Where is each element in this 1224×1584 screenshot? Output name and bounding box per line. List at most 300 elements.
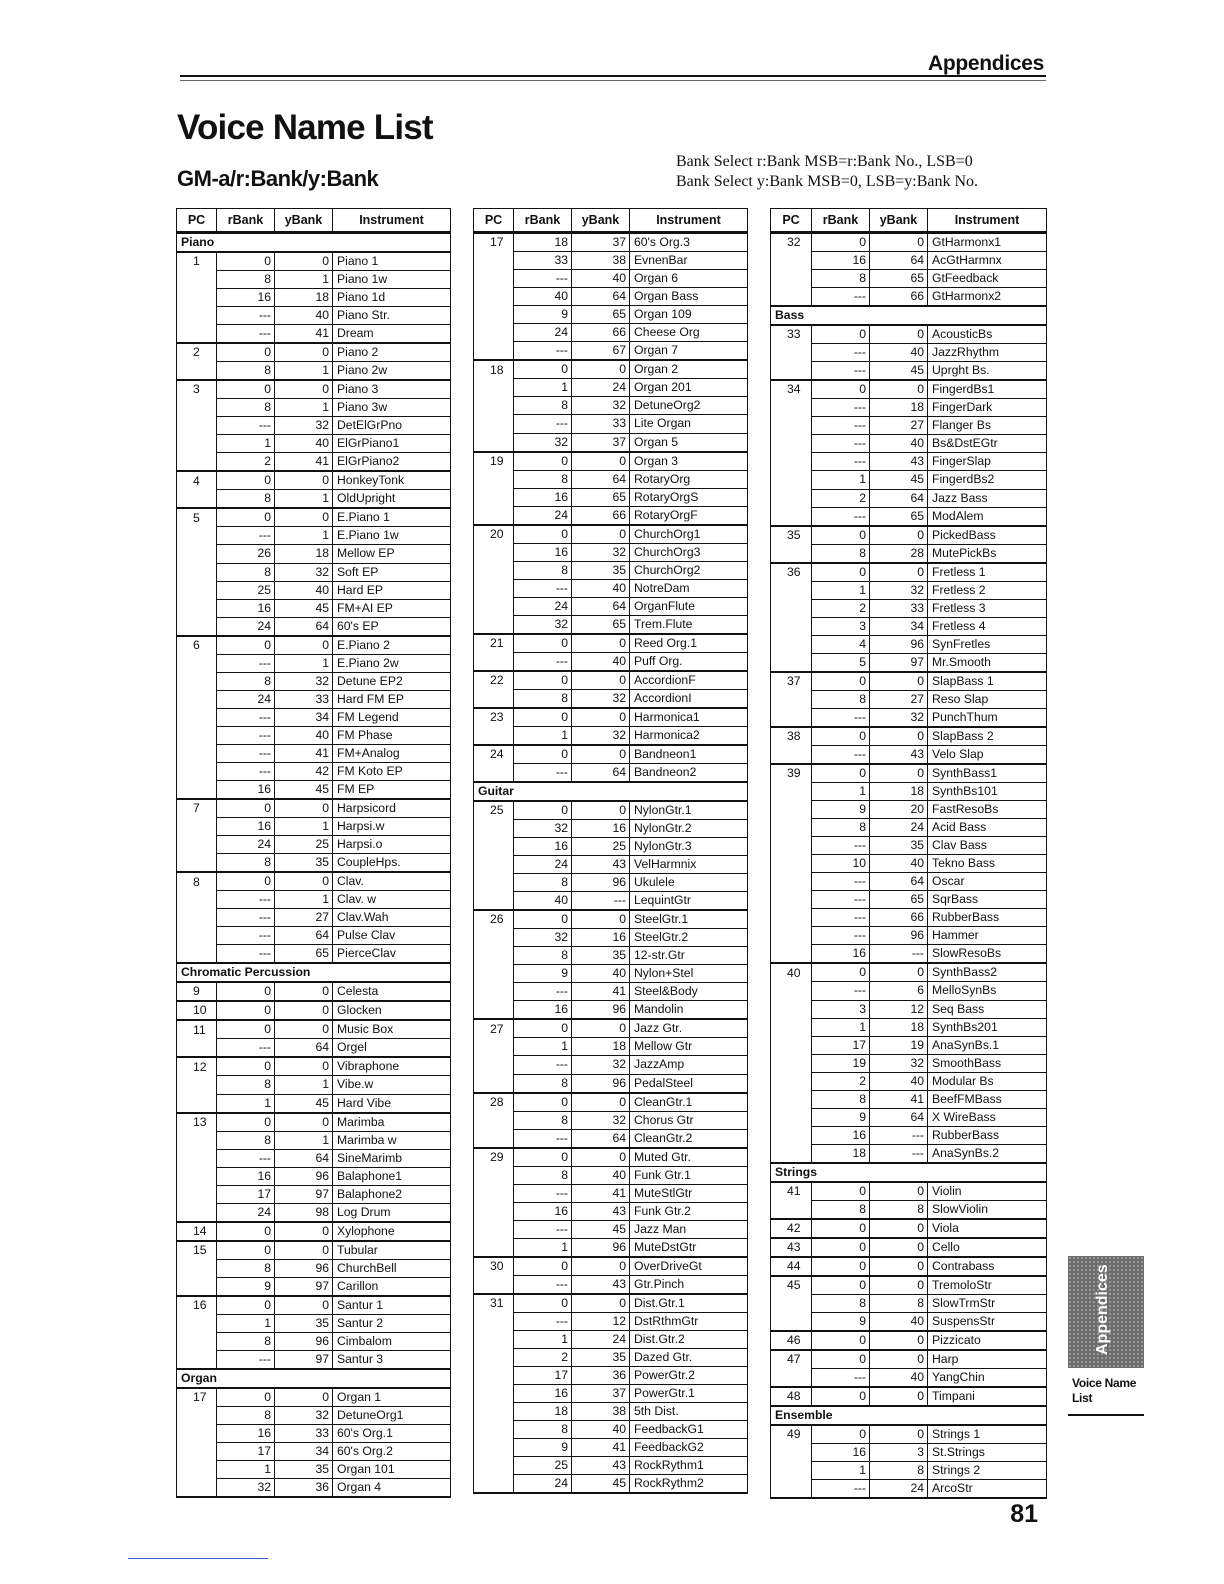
ybank-value: 40 <box>870 855 928 873</box>
rbank-value: 17 <box>514 1367 572 1385</box>
pc-number: 10 <box>177 1001 217 1020</box>
ybank-value: 27 <box>870 690 928 708</box>
ybank-value: 41 <box>572 983 630 1001</box>
instrument-name: Chorus Gtr <box>630 1111 748 1129</box>
rbank-value: --- <box>812 873 870 891</box>
instrument-name: Vibe.w <box>333 1076 451 1094</box>
ybank-value: --- <box>870 945 928 964</box>
rbank-value: --- <box>514 652 572 671</box>
pc-number <box>474 1166 514 1184</box>
instrument-name: Violin <box>928 1182 1047 1201</box>
pc-number <box>474 288 514 306</box>
pc-number <box>177 1094 217 1113</box>
pc-number <box>177 1259 217 1277</box>
pc-number <box>177 927 217 945</box>
pc-number: 33 <box>787 327 801 342</box>
voice-row <box>474 1421 748 1439</box>
pc-number <box>474 342 514 361</box>
instrument-name: MuteDstGtr <box>630 1238 748 1257</box>
instrument-name: ArcoStr <box>928 1480 1047 1499</box>
rbank-value: 0 <box>812 1238 870 1257</box>
ybank-value: 40 <box>870 435 928 453</box>
rbank-value: 8 <box>217 362 275 381</box>
pc-number <box>474 689 514 708</box>
rbank-value: 0 <box>514 1294 572 1313</box>
ybank-value: 40 <box>275 726 333 744</box>
pc-number <box>474 597 514 615</box>
rbank-value: 8 <box>217 399 275 417</box>
rbank-value: 0 <box>812 1219 870 1238</box>
voice-row <box>771 708 1047 727</box>
instrument-name: SynthBs101 <box>928 782 1047 800</box>
instrument-name: E.Piano 1w <box>333 527 451 545</box>
pc-number: 4 <box>193 473 200 488</box>
ybank-value: 24 <box>870 819 928 837</box>
ybank-value: 0 <box>870 1331 928 1350</box>
instrument-column-header: Instrument <box>333 209 451 233</box>
ybank-value: 64 <box>572 288 630 306</box>
rbank-value: 24 <box>217 690 275 708</box>
rbank-value: --- <box>217 909 275 927</box>
voice-row <box>177 799 451 818</box>
instrument-name: RotaryOrgF <box>630 506 748 525</box>
instrument-name: AcousticBs <box>928 325 1047 344</box>
rbank-value: 0 <box>812 963 870 982</box>
bank-select-line-2: Bank Select y:Bank MSB=0, LSB=y:Bank No. <box>676 173 979 190</box>
group-header-row <box>771 1163 1047 1182</box>
pc-number <box>474 1367 514 1385</box>
voice-row <box>771 764 1047 783</box>
rbank-value: --- <box>514 763 572 782</box>
voice-row <box>771 1238 1047 1257</box>
pc-number: 39 <box>787 766 801 781</box>
rbank-value: --- <box>514 342 572 361</box>
instrument-name: Funk Gtr.1 <box>630 1166 748 1184</box>
rbank-value: 9 <box>812 1108 870 1126</box>
pc-number: 1 <box>193 254 200 269</box>
ybank-value: 0 <box>572 910 630 929</box>
pc-number <box>474 856 514 874</box>
group-header-row <box>474 782 748 801</box>
voice-row <box>771 1108 1047 1126</box>
voice-row <box>177 271 451 289</box>
voice-row <box>177 927 451 945</box>
ybank-value: 0 <box>275 508 333 527</box>
voice-row <box>177 1314 451 1332</box>
ybank-value: 65 <box>572 488 630 506</box>
voice-row <box>474 1385 748 1403</box>
rbank-value: --- <box>217 927 275 945</box>
pc-number: 26 <box>490 912 504 927</box>
rbank-value: 2 <box>514 1348 572 1366</box>
instrument-name: Fretless 3 <box>928 599 1047 617</box>
instrument-name: SuspensStr <box>928 1313 1047 1332</box>
rbank-value: 8 <box>812 1090 870 1108</box>
ybank-value: 8 <box>870 1462 928 1480</box>
instrument-name: EvnenBar <box>630 252 748 270</box>
voice-row <box>474 1475 748 1494</box>
rbank-value: 9 <box>514 1439 572 1457</box>
rbank-value: 0 <box>812 1276 870 1295</box>
instrument-name: Harmonica2 <box>630 726 748 745</box>
instrument-name: Mr.Smooth <box>928 653 1047 672</box>
pc-number <box>177 435 217 453</box>
pc-number <box>177 1131 217 1149</box>
ybank-value: 35 <box>572 561 630 579</box>
ybank-value: 64 <box>275 1149 333 1167</box>
instrument-name: Strings 1 <box>928 1425 1047 1444</box>
instrument-name: Uprght Bs. <box>928 362 1047 381</box>
voice-row <box>771 270 1047 288</box>
rbank-value: 24 <box>514 324 572 342</box>
instrument-name: SlowResoBs <box>928 945 1047 964</box>
voice-row <box>474 506 748 525</box>
ybank-value: 96 <box>870 635 928 653</box>
pc-number <box>474 1238 514 1257</box>
voice-row <box>177 726 451 744</box>
pc-number: 16 <box>193 1298 207 1313</box>
rbank-value: 0 <box>217 872 275 891</box>
rbank-value: 0 <box>217 1057 275 1076</box>
instrument-name: Marimba <box>333 1113 451 1132</box>
voice-row <box>771 1257 1047 1276</box>
rbank-value: 16 <box>812 1126 870 1144</box>
ybank-value: 24 <box>572 1330 630 1348</box>
instrument-name: Ukulele <box>630 874 748 892</box>
ybank-value: 41 <box>572 1184 630 1202</box>
voice-row <box>474 433 748 452</box>
instrument-name: Harpsi.w <box>333 818 451 836</box>
instrument-name: Puff Org. <box>630 652 748 671</box>
pc-number <box>474 1220 514 1238</box>
voice-row <box>474 324 748 342</box>
rbank-value: 32 <box>514 819 572 837</box>
rbank-value: 0 <box>812 380 870 399</box>
rbank-value: 8 <box>514 947 572 965</box>
page-number: 81 <box>1010 1500 1038 1528</box>
pc-number <box>771 362 812 381</box>
ybank-value: 45 <box>275 599 333 617</box>
rbank-value: 25 <box>217 581 275 599</box>
voice-row <box>474 306 748 324</box>
ybank-value: 32 <box>275 417 333 435</box>
pc-number: 46 <box>771 1331 812 1350</box>
pc-number <box>177 453 217 472</box>
voice-row <box>771 581 1047 599</box>
instrument-name: Trem.Flute <box>630 615 748 634</box>
instrument-name: Organ 2 <box>630 360 748 379</box>
rbank-value: --- <box>217 417 275 435</box>
ybank-value: 65 <box>870 270 928 288</box>
rbank-value: 1 <box>812 581 870 599</box>
pc-number <box>177 581 217 599</box>
rbank-value: 0 <box>217 1020 275 1039</box>
rbank-value: --- <box>812 927 870 945</box>
pc-number: 42 <box>771 1219 812 1238</box>
voice-row <box>474 1184 748 1202</box>
voice-row <box>474 763 748 782</box>
rbank-value: 17 <box>217 1443 275 1461</box>
voice-row <box>177 380 451 399</box>
instrument-name: Vibraphone <box>333 1057 451 1076</box>
rbank-value: 0 <box>514 1019 572 1038</box>
voice-row <box>771 963 1047 982</box>
voice-row <box>474 379 748 397</box>
instrument-name: Clav.Wah <box>333 909 451 927</box>
pc-number: 7 <box>193 801 200 816</box>
rbank-value: --- <box>812 891 870 909</box>
rbank-value: 24 <box>217 836 275 854</box>
pc-number <box>474 1111 514 1129</box>
instrument-name: Harp <box>928 1350 1047 1369</box>
rbank-value: --- <box>217 745 275 763</box>
rbank-value: 2 <box>812 489 870 507</box>
voice-row <box>474 488 748 506</box>
rbank-value: 0 <box>812 325 870 344</box>
ybank-value: 64 <box>572 470 630 488</box>
pc-number <box>177 563 217 581</box>
voice-row <box>771 599 1047 617</box>
instrument-name: SteelGtr.1 <box>630 910 748 929</box>
instrument-name: Dream <box>333 325 451 344</box>
instrument-name: Clav. <box>333 872 451 891</box>
pc-number <box>771 855 812 873</box>
ybank-value: 0 <box>572 1148 630 1167</box>
instrument-name: Fretless 2 <box>928 581 1047 599</box>
rbank-value: 0 <box>514 910 572 929</box>
voice-row <box>177 1332 451 1350</box>
ybank-value: 96 <box>275 1332 333 1350</box>
ybank-value: 24 <box>572 379 630 397</box>
pc-number <box>474 652 514 671</box>
pc-number <box>177 545 217 563</box>
pc-number <box>474 837 514 855</box>
rbank-value: 2 <box>812 599 870 617</box>
instrument-name: 60's Org.3 <box>630 233 748 252</box>
ybank-value: 0 <box>870 1182 928 1201</box>
voice-row <box>177 471 451 490</box>
instrument-name: Oscar <box>928 873 1047 891</box>
pc-number: 44 <box>771 1257 812 1276</box>
rbank-value: 1 <box>514 1238 572 1257</box>
ybank-value: 0 <box>572 1294 630 1313</box>
rbank-value: 0 <box>514 1148 572 1167</box>
ybank-value: 0 <box>870 764 928 783</box>
ybank-value: 37 <box>572 433 630 452</box>
ybank-value: 12 <box>870 1000 928 1018</box>
rbank-value: --- <box>514 983 572 1001</box>
ybank-value: 64 <box>870 252 928 270</box>
instrument-name: NylonGtr.3 <box>630 837 748 855</box>
rbank-value: 3 <box>812 1000 870 1018</box>
instrument-name: Hard Vibe <box>333 1094 451 1113</box>
voice-row <box>474 892 748 911</box>
instrument-name: GtHarmonx1 <box>928 233 1047 252</box>
instrument-name: RubberBass <box>928 909 1047 927</box>
voice-row <box>474 1074 748 1093</box>
ybank-value: 1 <box>275 490 333 509</box>
instrument-name: PedalSteel <box>630 1074 748 1093</box>
rbank-value: 8 <box>217 490 275 509</box>
pc-number <box>771 599 812 617</box>
rbank-value: 0 <box>514 671 572 690</box>
ybank-value: 32 <box>275 563 333 581</box>
instrument-name: Muted Gtr. <box>630 1148 748 1167</box>
ybank-value: 32 <box>572 689 630 708</box>
instrument-name: Bandneon2 <box>630 763 748 782</box>
instrument-name: Organ Bass <box>630 288 748 306</box>
pc-number <box>771 1313 812 1332</box>
ybank-value: 43 <box>572 1275 630 1294</box>
rbank-value: 18 <box>514 1403 572 1421</box>
instrument-name: OldUpright <box>333 490 451 509</box>
ybank-value: 1 <box>275 362 333 381</box>
pc-number <box>177 1479 217 1498</box>
pc-number <box>474 252 514 270</box>
instrument-name: 5th Dist. <box>630 1403 748 1421</box>
instrument-name: ChurchOrg3 <box>630 543 748 561</box>
instrument-name: SlowViolin <box>928 1201 1047 1220</box>
rbank-value: --- <box>812 708 870 727</box>
instrument-name: FM Phase <box>333 726 451 744</box>
pc-number: 5 <box>193 510 200 525</box>
group-header-row <box>177 963 451 982</box>
pc-number <box>771 270 812 288</box>
pc-number <box>474 488 514 506</box>
rbank-value: 1 <box>812 1018 870 1036</box>
pc-number: 17 <box>193 1390 207 1405</box>
ybank-value: 66 <box>870 909 928 927</box>
voice-row <box>771 672 1047 691</box>
voice-row <box>177 1057 451 1076</box>
ybank-value: 96 <box>572 1074 630 1093</box>
pc-number <box>177 1443 217 1461</box>
instrument-name: PickedBass <box>928 526 1047 545</box>
ybank-value: 0 <box>572 671 630 690</box>
instrument-name: CleanGtr.2 <box>630 1129 748 1148</box>
voice-row <box>474 819 748 837</box>
voice-row <box>771 526 1047 545</box>
pc-number <box>474 615 514 634</box>
pc-number: 19 <box>490 453 504 468</box>
voice-row <box>177 690 451 708</box>
ybank-value: 40 <box>870 1072 928 1090</box>
voice-row <box>474 1019 748 1038</box>
voice-row <box>474 726 748 745</box>
voice-row <box>177 781 451 800</box>
pc-number <box>771 1145 812 1164</box>
instrument-name: Bandneon1 <box>630 745 748 764</box>
instrument-name: Balaphone2 <box>333 1185 451 1203</box>
instrument-name: SineMarimb <box>333 1149 451 1167</box>
instrument-name: PowerGtr.2 <box>630 1367 748 1385</box>
instrument-name: Steel&Body <box>630 983 748 1001</box>
voice-row <box>177 545 451 563</box>
pc-number <box>474 506 514 525</box>
instrument-name: SlapBass 2 <box>928 727 1047 746</box>
instrument-name: Organ 101 <box>333 1461 451 1479</box>
rbank-value: 0 <box>217 471 275 490</box>
pc-number <box>771 507 812 526</box>
pc-number: 41 <box>787 1184 801 1199</box>
rbank-value: 16 <box>217 1167 275 1185</box>
ybank-value: 42 <box>275 763 333 781</box>
rbank-value: 33 <box>514 252 572 270</box>
pc-number <box>177 1203 217 1222</box>
ybank-value: 0 <box>870 727 928 746</box>
rbank-value: --- <box>514 270 572 288</box>
header-rule <box>180 75 1046 77</box>
rbank-value: --- <box>514 1312 572 1330</box>
ybank-value: 12 <box>572 1312 630 1330</box>
rbank-value: 1 <box>217 1094 275 1113</box>
voice-row <box>177 1277 451 1296</box>
ybank-value: 35 <box>870 837 928 855</box>
pc-number <box>474 561 514 579</box>
voice-row <box>771 945 1047 964</box>
pc-number <box>474 397 514 415</box>
ybank-value: 43 <box>870 745 928 764</box>
voice-row <box>771 653 1047 672</box>
pc-number <box>771 1018 812 1036</box>
rbank-value: 0 <box>812 1350 870 1369</box>
instrument-name: Soft EP <box>333 563 451 581</box>
pc-number <box>771 453 812 471</box>
ybank-value: 41 <box>572 1439 630 1457</box>
instrument-name: Fretless 1 <box>928 563 1047 582</box>
voice-row <box>177 1259 451 1277</box>
rbank-value: --- <box>812 344 870 362</box>
voice-row <box>177 745 451 763</box>
ybank-value: 0 <box>572 1093 630 1112</box>
rbank-value: --- <box>514 415 572 433</box>
instrument-name: 60's Org.2 <box>333 1443 451 1461</box>
voice-row <box>474 929 748 947</box>
pc-number: 28 <box>490 1094 504 1109</box>
instrument-name: ElGrPiano1 <box>333 435 451 453</box>
ybank-value: 65 <box>572 615 630 634</box>
rbank-value: --- <box>812 453 870 471</box>
pc-number <box>771 1201 812 1220</box>
instrument-name: Piano 1d <box>333 289 451 307</box>
ybank-value: 45 <box>275 1094 333 1113</box>
pc-number: 23 <box>490 710 504 725</box>
rbank-value: 16 <box>217 599 275 617</box>
voice-row <box>771 1444 1047 1462</box>
voice-row <box>771 489 1047 507</box>
rbank-value: --- <box>514 1275 572 1294</box>
voice-row <box>771 1350 1047 1369</box>
ybank-value: 25 <box>572 837 630 855</box>
voice-row <box>771 252 1047 270</box>
instrument-name: Cheese Org <box>630 324 748 342</box>
rbank-value: 1 <box>217 1314 275 1332</box>
pc-number: 34 <box>787 382 801 397</box>
rbank-value: --- <box>812 435 870 453</box>
ybank-value: 0 <box>870 672 928 691</box>
ybank-value: 25 <box>275 836 333 854</box>
instrument-name: AccordionF <box>630 671 748 690</box>
voice-row <box>474 1439 748 1457</box>
ybank-value: 37 <box>572 1385 630 1403</box>
pc-number <box>474 1348 514 1366</box>
ybank-value: --- <box>572 892 630 911</box>
ybank-value: 0 <box>572 1019 630 1038</box>
voice-row <box>177 672 451 690</box>
rbank-column-header: rBank <box>514 209 572 233</box>
voice-row <box>771 1219 1047 1238</box>
voice-row <box>177 1388 451 1407</box>
